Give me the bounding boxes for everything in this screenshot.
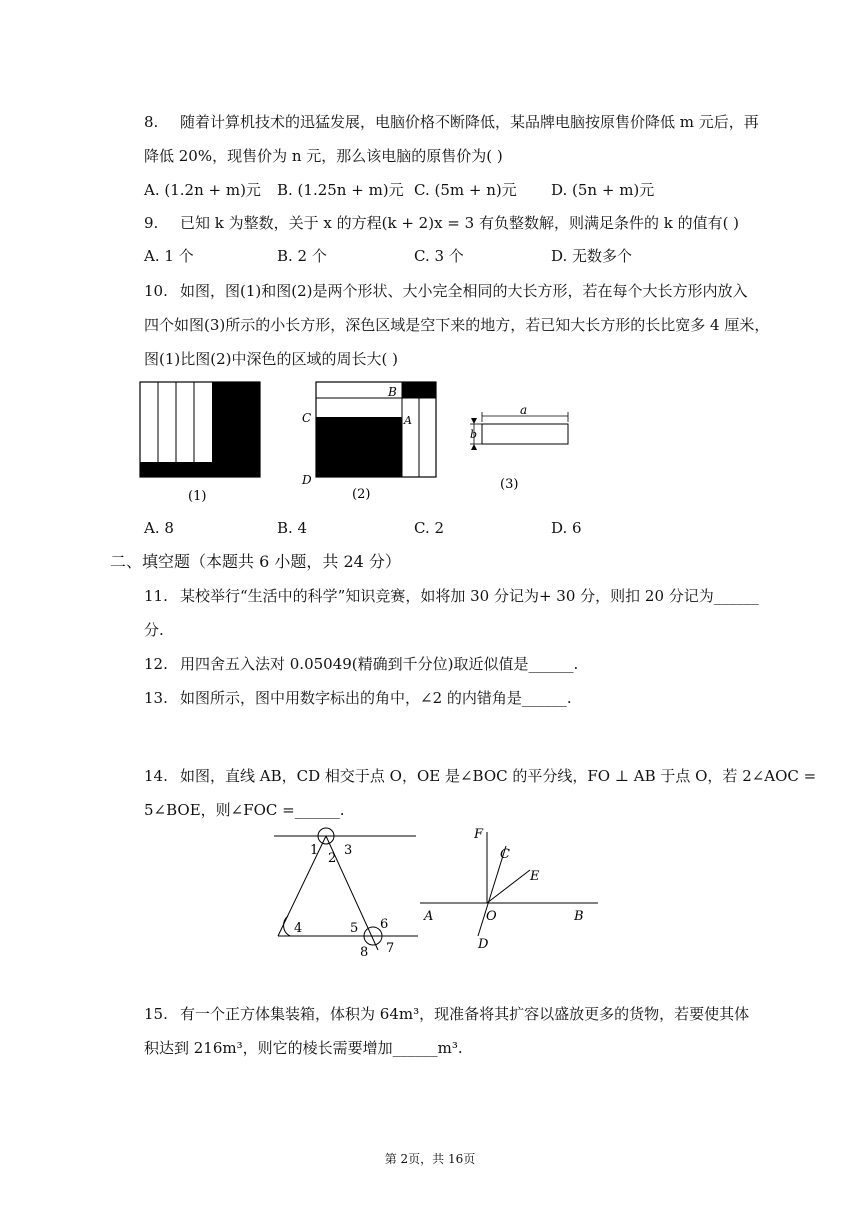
q10-label-a: A	[404, 414, 412, 427]
q8-text1: 随着计算机技术的迅猛发展，电脑价格不断降低，某品牌电脑按原售价降低 m 元后，再	[180, 113, 759, 131]
q10-line3: 图(1)比图(2)中深色的区域的周长大( )	[144, 350, 398, 368]
q11-number: 11.	[144, 587, 168, 605]
q10-option-a: A. 8	[144, 519, 174, 537]
q10-line2: 四个如图(3)所示的小长方形，深色区域是空下来的地方，若已知大长方形的长比宽多 4 厘米，	[144, 316, 770, 334]
q13-label-1: 1	[310, 843, 319, 858]
q14-label-e: E	[530, 869, 540, 884]
q9-option-c: C. 3 个	[414, 247, 464, 265]
q10-figure-3	[470, 412, 568, 450]
page-footer: 第 2页，共 16页	[384, 1152, 476, 1166]
q8-option-b: B. (1.25n + m)元	[277, 181, 404, 199]
q11-text1: 某校举行“生活中的科学”知识竞赛，如将加 30 分记为+ 30 分，则扣 20 分记为______	[180, 587, 759, 605]
q10-label-c: C	[302, 411, 312, 425]
q15-text1: 有一个正方体集装箱，体积为 64m³，现准备将其扩容以盛放更多的货物，若要使其体	[180, 1005, 750, 1023]
q14-line2: 5∠BOE，则∠FOC =______.	[144, 801, 345, 819]
q14-label-d: D	[478, 937, 489, 952]
q9-option-a: A. 1 个	[144, 247, 194, 265]
q14-label-c: C	[500, 847, 510, 862]
q15-line1	[144, 1004, 749, 1024]
q8-line2: 降低 20%，现售价为 n 元，那么该电脑的原售价为( )	[144, 147, 503, 165]
q8-option-a: A. (1.2n + m)元	[144, 181, 261, 199]
q10-figure	[130, 372, 590, 512]
q13-line1	[144, 688, 572, 708]
q15-line2: 积达到 216m³，则它的棱长需要增加______m³.	[144, 1039, 463, 1057]
q14-label-a: A	[424, 909, 434, 924]
q13-q14-figures	[268, 824, 608, 964]
q9-option-b: B. 2 个	[277, 247, 327, 265]
q12-line1	[144, 654, 578, 674]
q10-fig2-label: (2)	[352, 487, 371, 502]
q13-text1: 如图所示，图中用数字标出的角中，∠2 的内错角是______.	[180, 689, 572, 707]
q13-label-5: 5	[350, 921, 359, 936]
q10-label-a-length: a	[520, 403, 528, 417]
q14-text1: 如图，直线 AB，CD 相交于点 O，OE 是∠BOC 的平分线，FO ⊥ AB 于点 O，若 2∠AOC =	[180, 767, 817, 785]
section-2-title: 二、填空题（本题共 6 小题，共 24 分）	[110, 552, 401, 571]
q13-label-2: 2	[328, 851, 337, 866]
q10-label-d: D	[302, 473, 312, 487]
q8-option-c: C. (5m + n)元	[414, 181, 517, 199]
q14-label-f: F	[474, 827, 484, 842]
q14-number: 14.	[144, 767, 168, 785]
q13-number: 13.	[144, 689, 168, 707]
q13-label-6: 6	[380, 917, 389, 932]
q12-text1: 用四舍五入法对 0.05049(精确到千分位)取近似值是______.	[180, 655, 579, 673]
q13-label-4: 4	[294, 921, 303, 936]
q13-label-7: 7	[386, 941, 395, 956]
q10-figure-1	[140, 382, 260, 477]
q10-line1	[144, 281, 748, 301]
q9-text1: 已知 k 为整数，关于 x 的方程(k + 2)x = 3 有负整数解，则满足条件的 k 的值有( )	[180, 214, 740, 232]
q9-option-d: D. 无数多个	[551, 247, 633, 265]
q10-figure-2	[316, 382, 436, 477]
q9-line1	[144, 213, 739, 233]
q13-label-3: 3	[344, 843, 353, 858]
q14-label-o: O	[486, 909, 497, 924]
q8-option-d: D. (5n + m)元	[551, 181, 655, 199]
q10-option-c: C. 2	[414, 519, 445, 537]
q10-number: 10.	[144, 282, 168, 300]
q14-line1	[144, 766, 816, 786]
q10-label-b: B	[388, 385, 397, 399]
q10-fig3-label: (3)	[500, 477, 519, 492]
q10-fig1-label: (1)	[188, 489, 207, 504]
q13-label-8: 8	[360, 945, 369, 960]
q12-number: 12.	[144, 655, 168, 673]
q11-line2: 分.	[144, 621, 164, 639]
q8-number: 8.	[144, 113, 159, 131]
q8-line1	[144, 112, 759, 132]
q14-label-b: B	[574, 909, 584, 924]
q10-option-d: D. 6	[551, 519, 582, 537]
q10-text1: 如图，图(1)和图(2)是两个形状、大小完全相同的大长方形，若在每个大长方形内放入	[180, 282, 748, 300]
q15-number: 15.	[144, 1005, 168, 1023]
q9-number: 9.	[144, 214, 159, 232]
q10-option-b: B. 4	[277, 519, 308, 537]
q10-label-b-width: b	[470, 428, 478, 441]
q11-line1	[144, 586, 759, 606]
